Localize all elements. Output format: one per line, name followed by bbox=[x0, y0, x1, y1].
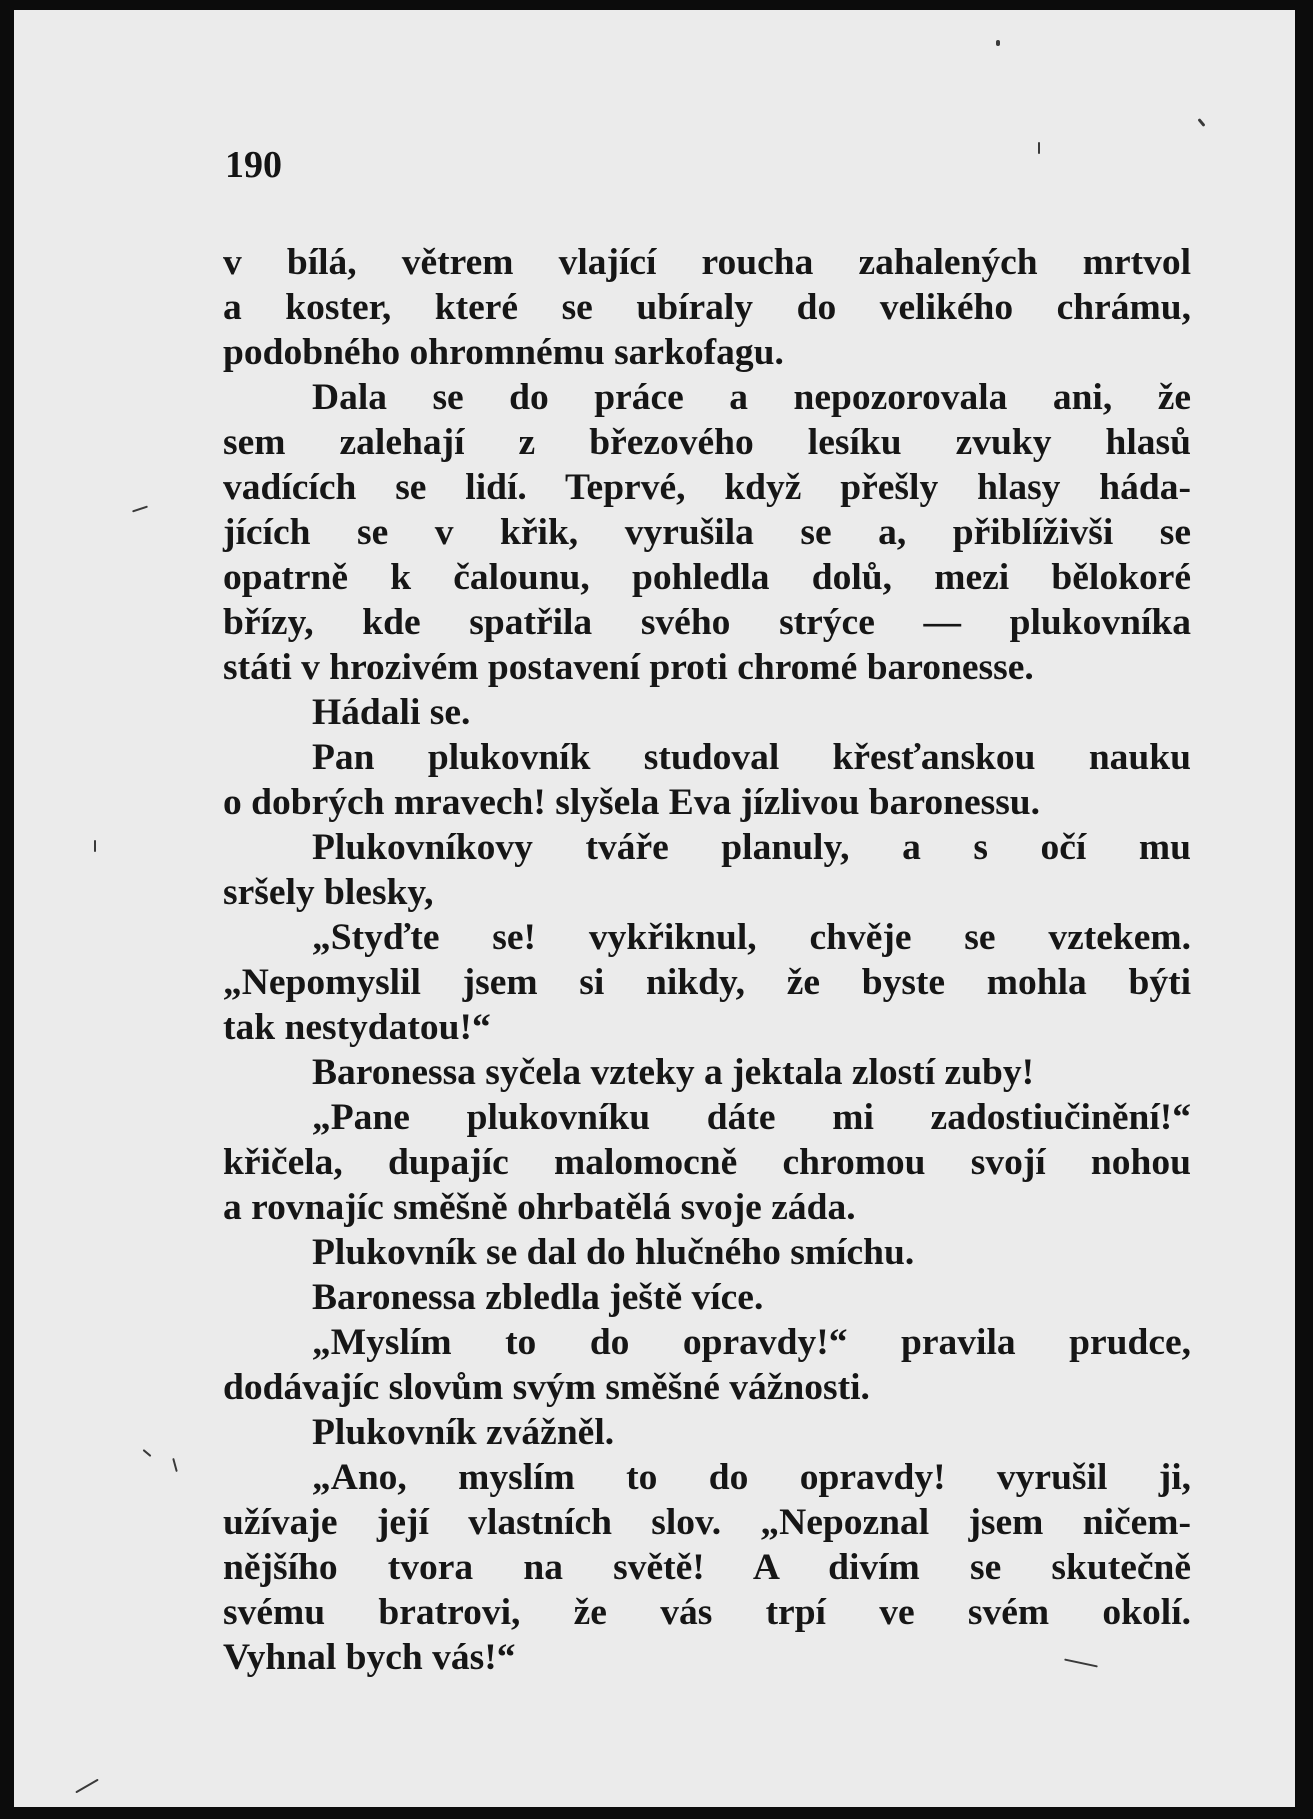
text-line: podobného ohromnému sarkofagu. bbox=[223, 332, 784, 373]
text-line: užívaje její vlastních slov. „Nepoznal jsem ničem- bbox=[223, 1502, 1191, 1543]
text-line: Plukovník se dal do hlučného smíchu. bbox=[312, 1232, 915, 1273]
scan-speck bbox=[94, 840, 96, 852]
text-line: o dobrých mravech! slyšela Eva jízlivou baronessu. bbox=[223, 782, 1041, 823]
text-line: Vyhnal bych vás!“ bbox=[223, 1637, 516, 1678]
scan-speck bbox=[172, 1458, 178, 1472]
text-line: „Pane plukovníku dáte mi zadostiučinění!“ bbox=[312, 1097, 1191, 1138]
text-line: sem zalehají z březového lesíku zvuky hlasů bbox=[223, 422, 1191, 463]
scan-speck bbox=[75, 1779, 99, 1794]
text-line: křičela, dupajíc malomocně chromou svojí nohou bbox=[223, 1142, 1191, 1183]
text-line: svému bratrovi, že vás trpí ve svém okolí. bbox=[223, 1592, 1191, 1633]
text-line: Baronessa zbledla ještě více. bbox=[312, 1277, 764, 1318]
text-line: a rovnajíc směšně ohrbatělá svoje záda. bbox=[223, 1187, 856, 1228]
scan-speck bbox=[1038, 142, 1040, 154]
text-line: „Ano, myslím to do opravdy! vyrušil ji, bbox=[312, 1457, 1191, 1498]
text-line: břízy, kde spatřila svého strýce — plukovníka bbox=[223, 602, 1191, 643]
text-line: „Myslím to do opravdy!“ pravila prudce, bbox=[312, 1322, 1191, 1363]
scan-speck bbox=[996, 40, 1000, 46]
text-line: vadících se lidí. Teprvé, když přešly hlasy háda- bbox=[223, 467, 1191, 508]
text-line: Pan plukovník studoval křesťanskou nauku bbox=[312, 737, 1191, 778]
text-line: „Nepomyslil jsem si nikdy, že byste mohla býti bbox=[223, 962, 1191, 1003]
text-line: Plukovník zvážněl. bbox=[312, 1412, 615, 1453]
text-line: jících se v křik, vyrušila se a, přiblíživši se bbox=[223, 512, 1191, 553]
text-line: nějšího tvora na světě! A divím se skutečně bbox=[223, 1547, 1191, 1588]
scan-speck bbox=[1197, 118, 1205, 127]
text-line: sršely blesky, bbox=[223, 872, 434, 913]
book-page bbox=[14, 10, 1295, 1807]
text-line: Hádali se. bbox=[312, 692, 471, 733]
scan-speck bbox=[143, 1449, 152, 1457]
text-line: tak nestydatou!“ bbox=[223, 1007, 491, 1048]
text-line: a koster, které se ubíraly do velikého chrámu, bbox=[223, 287, 1191, 328]
text-line: opatrně k čalounu, pohledla dolů, mezi bělokoré bbox=[223, 557, 1191, 598]
text-line: „Styďte se! vykřiknul, chvěje se vztekem. bbox=[312, 917, 1191, 958]
text-line: v bílá, větrem vlající roucha zahalených mrtvol bbox=[223, 242, 1191, 283]
text-line: dodávajíc slovům svým směšné vážnosti. bbox=[223, 1367, 870, 1408]
text-line: Dala se do práce a nepozorovala ani, že bbox=[312, 377, 1191, 418]
page-number: 190 bbox=[225, 144, 282, 186]
text-line: Baronessa syčela vzteky a jektala zlostí zuby! bbox=[312, 1052, 1035, 1093]
text-line: státi v hrozivém postavení proti chromé baronesse. bbox=[223, 647, 1034, 688]
scan-speck bbox=[132, 506, 148, 513]
text-line: Plukovníkovy tváře planuly, a s očí mu bbox=[312, 827, 1191, 868]
body-text bbox=[223, 240, 1191, 1680]
